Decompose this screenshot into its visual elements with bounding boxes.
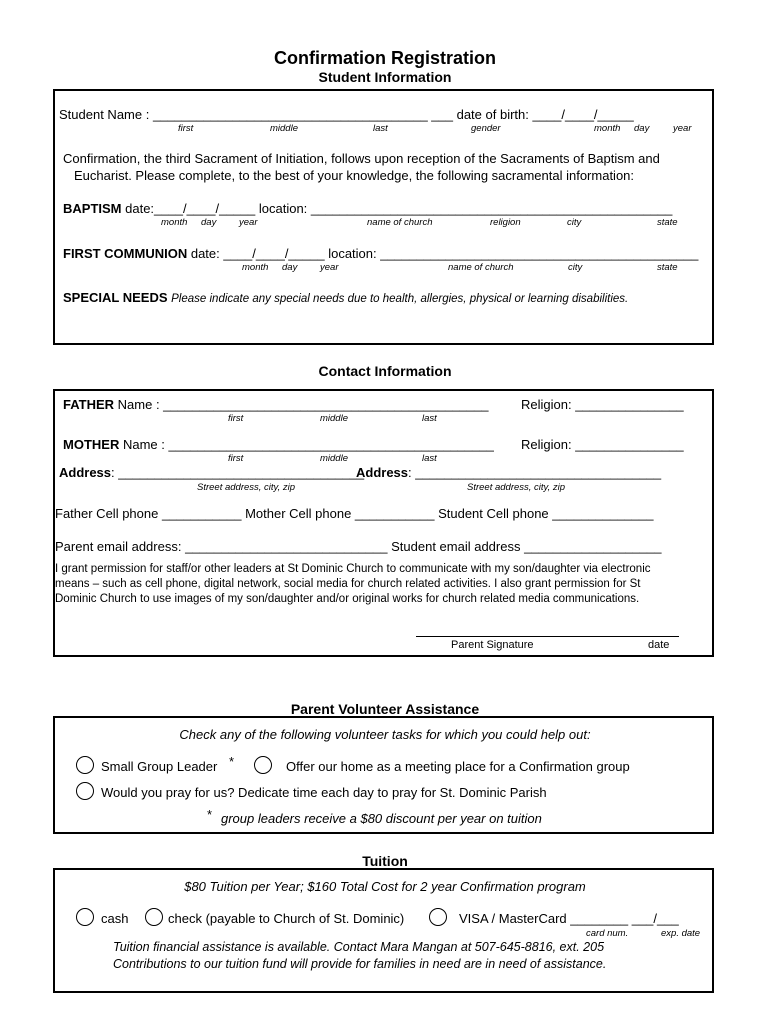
intro-text-1: Confirmation, the third Sacrament of Initiation, follows upon reception of the Sacraments of Baptism and [63, 151, 660, 166]
com-sub-city: city [568, 262, 583, 273]
communion-fields[interactable]: date: ____/____/_____ location: ____________________________________________ [190, 246, 699, 261]
address-label-1: Address [59, 465, 112, 480]
exp-date-label: exp. date [661, 928, 701, 939]
bap-sub-month: month [161, 217, 188, 228]
contact-section-header: Contact Information [318, 363, 452, 379]
card-radio[interactable] [429, 908, 447, 926]
father-religion-field[interactable]: Religion: _______________ [521, 397, 684, 412]
address-field-1[interactable]: : __________________________________ [111, 465, 365, 480]
address-sub-2: Street address, city, zip [467, 482, 566, 493]
baptism-label: BAPTISM [63, 201, 122, 216]
bap-sub-state: state [657, 217, 678, 228]
cash-label: cash [101, 911, 129, 926]
signature-line[interactable] [416, 636, 679, 637]
permission-text-3: Dominic Church to use images of my son/daughter and/or original works for church related media communications. [55, 593, 640, 605]
father-row[interactable] [63, 397, 489, 412]
prayer-label: Would you pray for us? Dedicate time each day to pray for St. Dominic Parish [101, 785, 547, 800]
sub-month: month [594, 123, 621, 134]
permission-text-1: I grant permission for staff/or other leaders at St Dominic Church to communicate with my son/daughter via electronic [55, 563, 651, 575]
bap-sub-religion: religion [490, 217, 521, 228]
tuition-cost: $80 Tuition per Year; $160 Total Cost for 2 year Confirmation program [184, 879, 586, 894]
sub-last: last [373, 123, 388, 134]
sub-gender: gender [471, 123, 501, 134]
host-meeting-label: Offer our home as a meeting place for a Confirmation group [286, 759, 630, 774]
father-sub-middle: middle [320, 413, 348, 424]
address-row-2[interactable] [356, 465, 661, 480]
sub-first: first [178, 123, 194, 134]
signature-label: Parent Signature [451, 639, 534, 651]
mother-religion-field[interactable]: Religion: _______________ [521, 437, 684, 452]
signature-date-label: date [648, 639, 670, 651]
student-section-header: Student Information [318, 69, 452, 85]
mother-name-field[interactable]: Name : _____________________________________________ [122, 437, 494, 452]
permission-text-2: means – such as cell phone, digital network, social media for church related activities. I also grant permission for St [55, 578, 641, 590]
host-meeting-checkbox[interactable] [254, 756, 272, 774]
assistance-text-1: Tuition financial assistance is available. Contact Mara Mangan at 507-645-8816, ext. 205 [113, 940, 605, 954]
volunteer-instructions: Check any of the following volunteer tasks for which you could help out: [179, 727, 591, 742]
com-sub-month: month [242, 262, 269, 273]
contact-info-box [53, 389, 714, 657]
intro-text-2: Eucharist. Please complete, to the best of your knowledge, the following sacramental information: [74, 168, 635, 183]
special-needs-label: SPECIAL NEEDS [63, 290, 168, 305]
emails-row[interactable]: Parent email address: ____________________________ Student email address ___________________ [55, 539, 662, 554]
communion-row[interactable] [63, 246, 698, 261]
address-field-2[interactable]: : __________________________________ [408, 465, 662, 480]
father-name-field[interactable]: Name : _____________________________________________ [117, 397, 489, 412]
prayer-checkbox[interactable] [76, 782, 94, 800]
card-num-label: card num. [586, 928, 629, 939]
sub-year: year [673, 123, 692, 134]
special-needs-text: Please indicate any special needs due to health, allergies, physical or learning disabilities. [171, 293, 629, 305]
footnote-text: group leaders receive a $80 discount per year on tuition [221, 811, 542, 826]
mother-label: MOTHER [63, 437, 120, 452]
bap-sub-year: year [239, 217, 258, 228]
sub-day: day [634, 123, 650, 134]
page-title: Confirmation Registration [273, 48, 496, 68]
com-sub-church: name of church [448, 262, 514, 273]
cash-radio[interactable] [76, 908, 94, 926]
father-sub-first: first [228, 413, 244, 424]
assistance-text-2: Contributions to our tuition fund will provide for families in need are in need of assistance. [113, 957, 607, 971]
phones-row[interactable]: Father Cell phone ___________ Mother Cell phone ___________ Student Cell phone ______________ [55, 506, 654, 521]
student-name-field[interactable]: Student Name : ______________________________________ ___ date of birth: ____/____/_____ [59, 107, 634, 122]
father-label: FATHER [63, 397, 115, 412]
footnote-asterisk: * [207, 807, 213, 822]
address-label-2: Address [356, 465, 409, 480]
special-needs-row [63, 290, 628, 305]
communion-label: FIRST COMMUNION [63, 246, 188, 261]
small-group-leader-label: Small Group Leader [101, 759, 218, 774]
mother-sub-last: last [422, 453, 437, 464]
mother-sub-middle: middle [320, 453, 348, 464]
tuition-section-header: Tuition [362, 853, 408, 869]
baptism-fields[interactable]: date:____/____/_____ location: __________________________________________________ [125, 201, 673, 216]
sub-middle: middle [270, 123, 298, 134]
mother-row[interactable] [63, 437, 494, 452]
address-sub-1: Street address, city, zip [197, 482, 296, 493]
check-label: check (payable to Church of St. Dominic) [168, 911, 405, 926]
card-label[interactable]: VISA / MasterCard ________ ___/___ [459, 911, 679, 926]
small-group-leader-checkbox[interactable] [76, 756, 94, 774]
bap-sub-day: day [201, 217, 217, 228]
bap-sub-church: name of church [367, 217, 433, 228]
check-radio[interactable] [145, 908, 163, 926]
mother-sub-first: first [228, 453, 244, 464]
father-sub-last: last [422, 413, 437, 424]
address-row-1[interactable] [59, 465, 364, 480]
com-sub-year: year [320, 262, 339, 273]
bap-sub-city: city [567, 217, 582, 228]
leader-asterisk: * [229, 754, 235, 769]
baptism-row[interactable] [63, 201, 672, 216]
volunteer-section-header: Parent Volunteer Assistance [290, 701, 480, 717]
com-sub-state: state [657, 262, 678, 273]
com-sub-day: day [282, 262, 298, 273]
